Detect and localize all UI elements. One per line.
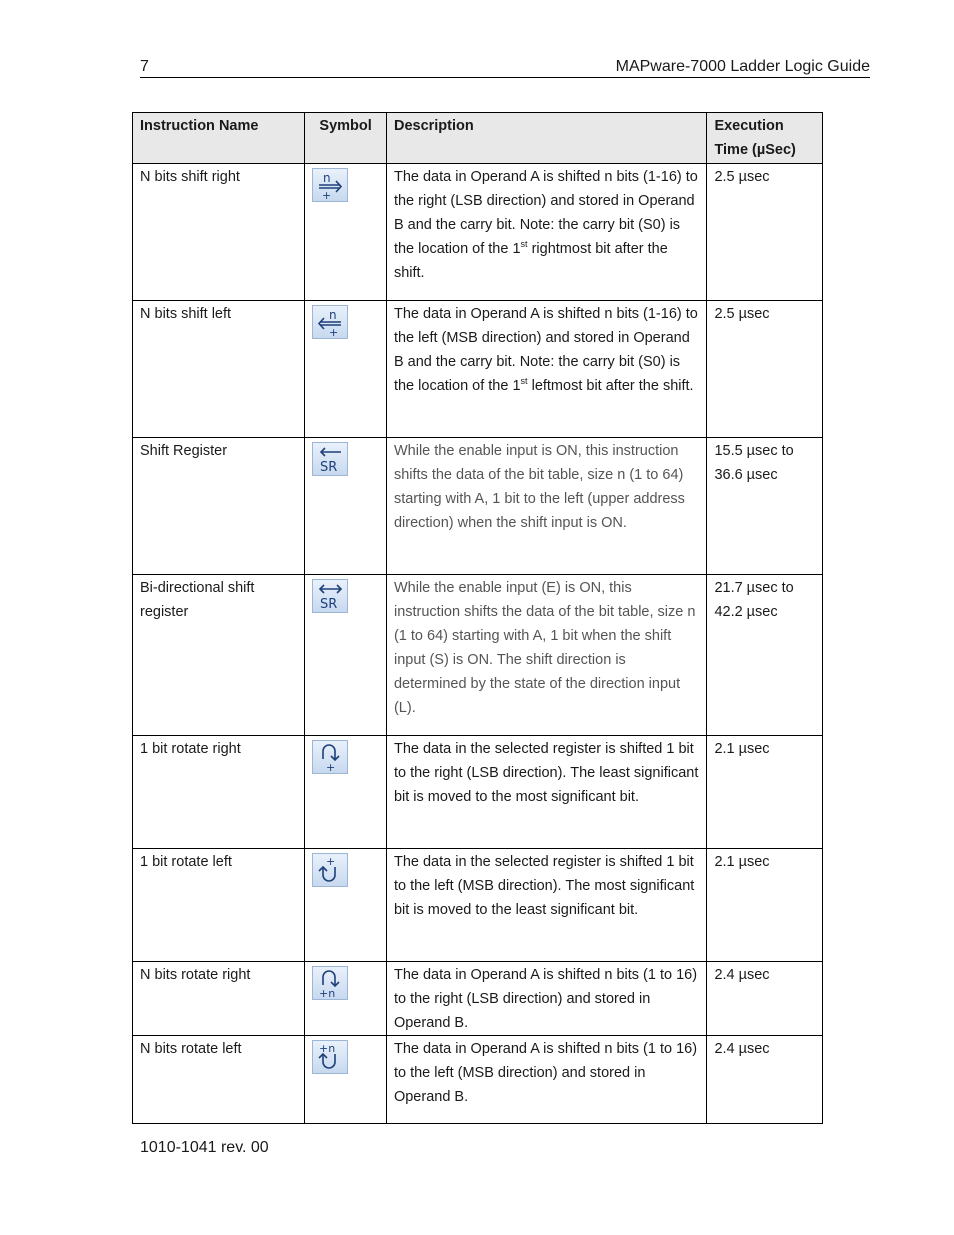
svg-text:+: +	[326, 761, 336, 773]
symbol-cell	[305, 736, 387, 849]
table-row	[133, 575, 823, 736]
instruction-description: The data in Operand A is shifted n bits (1-16) to the left (MSB direction) and stored in Operand B and the carry bit. Note: the carry bit (S0) is the location of the 1st leftmost bit after the shift.	[386, 301, 706, 438]
execution-time: 21.7 µsec to 42.2 µsec	[707, 575, 823, 736]
execution-time: 2.5 µsec	[707, 301, 823, 438]
instruction-description: While the enable input (E) is ON, this instruction shifts the data of the bit table, size n (1 to 64) starting with A, 1 bit when the shift input (S) is ON. The shift direction is determined by the state of the direction input (L).	[386, 575, 706, 736]
instruction-table	[132, 112, 823, 1124]
document-title: MAPware-7000 Ladder Logic Guide	[615, 58, 870, 75]
execution-time: 2.1 µsec	[707, 736, 823, 849]
n-bits-rotate-left-icon	[312, 1040, 348, 1074]
svg-text:+: +	[329, 326, 339, 338]
table-row	[133, 736, 823, 849]
table-row	[133, 962, 823, 1036]
symbol-cell	[305, 438, 387, 575]
table-row	[133, 301, 823, 438]
n-bits-rotate-right-icon	[312, 966, 348, 1000]
execution-time: 2.4 µsec	[707, 1036, 823, 1124]
svg-text:+: +	[326, 855, 336, 868]
svg-text:n: n	[323, 171, 331, 185]
document-number: 1010-1041 rev. 00	[140, 1139, 269, 1156]
bidirectional-shift-register-icon	[312, 579, 348, 613]
svg-text:+n: +n	[319, 987, 336, 999]
n-bits-shift-left-icon	[312, 305, 348, 339]
instruction-description: The data in Operand A is shifted n bits (1 to 16) to the right (LSB direction) and stored in Operand B.	[386, 962, 706, 1036]
symbol-cell	[305, 164, 387, 301]
instruction-name: N bits shift right	[133, 164, 305, 301]
execution-time: 2.5 µsec	[707, 164, 823, 301]
table-row	[133, 849, 823, 962]
symbol-cell	[305, 962, 387, 1036]
header-execution-time: Execution Time (µSec)	[707, 113, 823, 164]
table-header-row	[133, 113, 823, 164]
execution-time: 2.4 µsec	[707, 962, 823, 1036]
svg-text:+n: +n	[319, 1042, 336, 1055]
instruction-description: The data in Operand A is shifted n bits (1-16) to the right (LSB direction) and stored in Operand B and the carry bit. Note: the carry bit (S0) is the location of the 1st rightmost bit after the shift.	[386, 164, 706, 301]
svg-text:n: n	[329, 308, 337, 322]
instruction-name: Bi-directional shift register	[133, 575, 305, 736]
execution-time: 15.5 µsec to 36.6 µsec	[707, 438, 823, 575]
instruction-name: 1 bit rotate left	[133, 849, 305, 962]
svg-text:+: +	[322, 189, 332, 201]
instruction-name: N bits rotate left	[133, 1036, 305, 1124]
svg-text:SR: SR	[320, 460, 338, 475]
page-number: 7	[140, 58, 149, 75]
shift-register-icon	[312, 442, 348, 476]
page-header	[140, 56, 870, 78]
instruction-description: The data in Operand A is shifted n bits (1 to 16) to the left (MSB direction) and stored in Operand B.	[386, 1036, 706, 1124]
symbol-cell	[305, 301, 387, 438]
one-bit-rotate-right-icon	[312, 740, 348, 774]
symbol-cell	[305, 849, 387, 962]
table-row	[133, 1036, 823, 1124]
instruction-name: Shift Register	[133, 438, 305, 575]
execution-time: 2.1 µsec	[707, 849, 823, 962]
instruction-name: N bits shift left	[133, 301, 305, 438]
svg-text:SR: SR	[320, 597, 338, 612]
symbol-cell	[305, 575, 387, 736]
instruction-description: While the enable input is ON, this instruction shifts the data of the bit table, size n (1 to 64) starting with A, 1 bit to the left (upper address direction) when the shift input is ON.	[386, 438, 706, 575]
header-symbol: Symbol	[305, 113, 387, 164]
header-instruction-name: Instruction Name	[133, 113, 305, 164]
instruction-description: The data in the selected register is shifted 1 bit to the left (MSB direction). The most significant bit is moved to the least significant bit.	[386, 849, 706, 962]
symbol-cell	[305, 1036, 387, 1124]
one-bit-rotate-left-icon	[312, 853, 348, 887]
table-row	[133, 438, 823, 575]
header-description: Description	[386, 113, 706, 164]
n-bits-shift-right-icon	[312, 168, 348, 202]
table-row	[133, 164, 823, 301]
instruction-description: The data in the selected register is shifted 1 bit to the right (LSB direction). The least significant bit is moved to the most significant bit.	[386, 736, 706, 849]
instruction-name: N bits rotate right	[133, 962, 305, 1036]
instruction-name: 1 bit rotate right	[133, 736, 305, 849]
